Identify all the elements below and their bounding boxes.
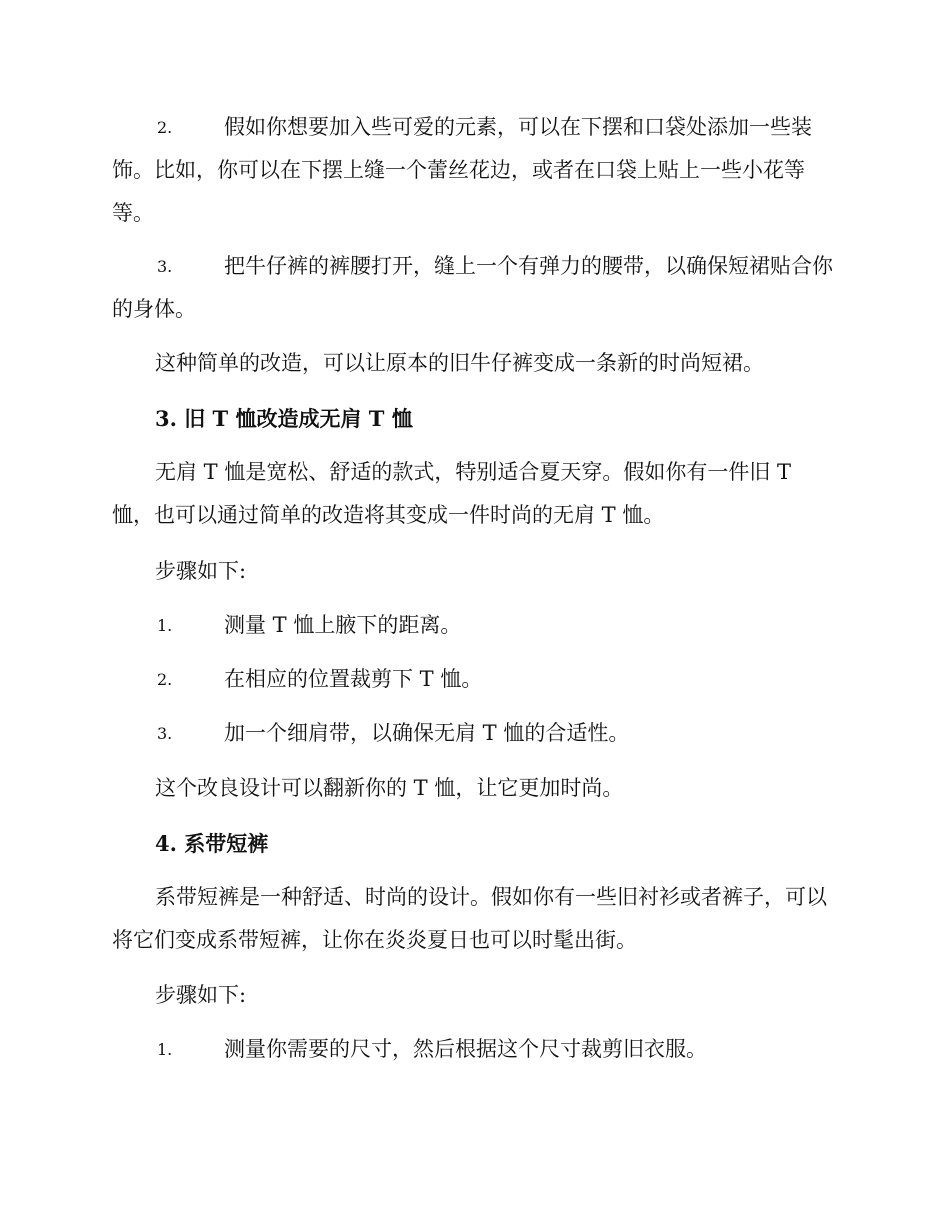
list-number: 1. [157,616,173,635]
list-number: 3. [157,257,173,276]
list-number: 1. [157,1040,173,1059]
paragraph: 这个改良设计可以翻新你的 T 恤，让它更加时尚。 [155,776,624,800]
paragraph: 系带短裤是一种舒适、时尚的设计。假如你有一些旧衬衫或者裤子，可以将它们变成系带短裤，让你在炎炎夏日也可以时髦出街。 [112,885,827,952]
list-number: 3. [157,724,173,743]
steps-label: 步骤如下: [155,983,247,1007]
list-text: 把牛仔裤的裤腰打开，缝上一个有弹力的腰带，以确保短裙贴合你的身体。 [112,254,833,321]
list-text: 在相应的位置裁剪下 T 恤。 [224,667,483,691]
section-heading: 4. 系带短裤 [155,831,269,856]
list-item [112,245,838,331]
list-item [112,106,838,235]
list-item [112,712,838,755]
paragraph: 这种简单的改造，可以让原本的旧牛仔裤变成一条新的时尚短裙。 [155,351,764,375]
section-heading: 3. 旧 T 恤改造成无肩 T 恤 [155,406,413,431]
list-text: 测量 T 恤上腋下的距离。 [224,613,462,637]
list-item [112,604,838,647]
steps-label: 步骤如下: [155,559,247,583]
list-item [112,1028,838,1071]
list-text: 加一个细肩带，以确保无肩 T 恤的合适性。 [224,721,630,745]
list-text: 假如你想要加入些可爱的元素，可以在下摆和口袋处添加一些装饰。比如，你可以在下摆上缝一个蕾丝花边，或者在口袋上贴上一些小花等等。 [112,115,812,225]
list-item [112,658,838,701]
list-number: 2. [157,118,173,137]
list-number: 2. [157,670,173,689]
paragraph: 无肩 T 恤是宽松、舒适的款式，特别适合夏天穿。假如你有一件旧 T 恤，也可以通过简单的改造将其变成一件时尚的无肩 T 恤。 [112,460,792,527]
list-text: 测量你需要的尺寸，然后根据这个尺寸裁剪旧衣服。 [224,1037,707,1061]
